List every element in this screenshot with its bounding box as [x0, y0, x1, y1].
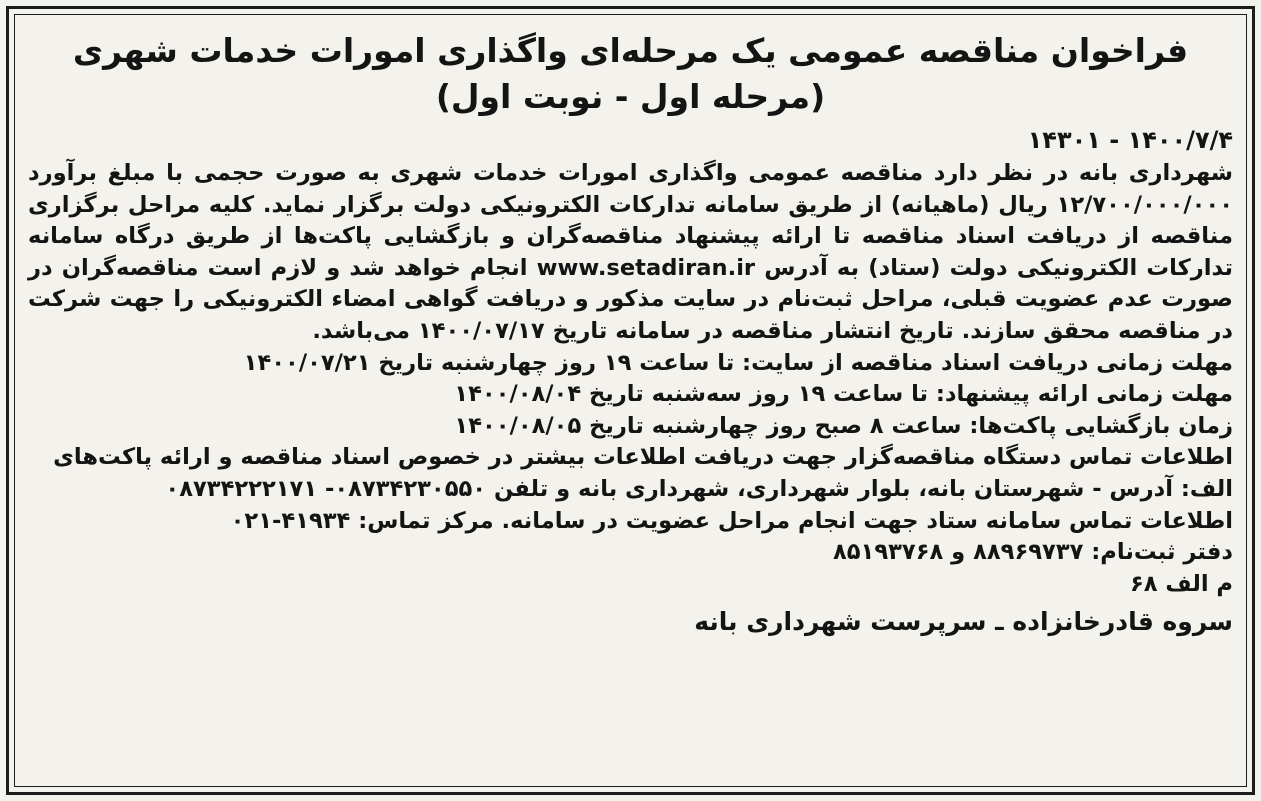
- setad-contact: اطلاعات تماس سامانه ستاد جهت انجام مراحل عضویت در سامانه. مرکز تماس: ۴۱۹۳۴-۰۲۱: [230, 507, 1233, 534]
- opening-time: زمان بازگشایی پاکت‌ها: ساعت ۸ صبح روز چهارشنبه تاریخ ۱۴۰۰/۰۸/۰۵: [454, 412, 1233, 439]
- notice-paragraph: شهرداری بانه در نظر دارد مناقصه عمومی واگذاری امورات خدمات شهری به صورت حجمی با مبلغ برآورد ۱۲/۷۰۰/۰۰۰/۰۰۰ ریال (ماهیانه) از طریق سامانه تدارکات الکترونیکی دولت برگزار نماید. کلیه مراحل برگزاری مناقصه از دریافت اسناد مناقصه تا ارائه پیشنهاد مناقصه‌گران و بازگشایی پاکت‌ها از طریق درگاه سامانه تدارکات الکترونیکی دولت (ستاد) به آدرس www.setadiran.ir انجام خواهد شد و لازم است مناقصه‌گران در صورت عدم عضویت قبلی، مراحل ثبت‌نام در سایت مذکور و دریافت گواهی امضاء الکترونیکی را جهت شرکت در مناقصه محقق سازند. تاریخ انتشار مناقصه در سامانه تاریخ ۱۴۰۰/۰۷/۱۷ می‌باشد.: [28, 160, 1233, 344]
- registration-office: دفتر ثبت‌نام: ۸۸۹۶۹۷۳۷ و ۸۵۱۹۳۷۶۸: [832, 539, 1233, 566]
- deadline-documents: مهلت زمانی دریافت اسناد مناقصه از سایت: تا ساعت ۱۹ روز چهارشنبه تاریخ ۱۴۰۰/۰۷/۲۱: [243, 349, 1233, 376]
- deadline-proposal: مهلت زمانی ارائه پیشنهاد: تا ساعت ۱۹ روز سه‌شنبه تاریخ ۱۴۰۰/۰۸/۰۴: [454, 381, 1233, 408]
- notice-title: فراخوان مناقصه عمومی یک مرحله‌ای واگذاری امورات خدمات شهری: [72, 31, 1189, 70]
- notice-reference: ۱۴۰۰/۷/۴ - ۱۴۳۰۱: [1027, 126, 1233, 154]
- notice-subtitle: (مرحله اول - نوبت اول): [435, 77, 826, 116]
- signature: سروه قادرخانزاده ـ سرپرست شهرداری بانه: [694, 607, 1233, 637]
- address-line: الف: آدرس - شهرستان بانه، بلوار شهرداری، شهرداری بانه و تلفن ۰۸۷۳۴۲۳۰۵۵۰- ۰۸۷۳۴۲۲۲۱۷۱: [165, 475, 1233, 502]
- notice-code: م الف ۶۸: [1129, 570, 1233, 597]
- notice-content: [28, 28, 1233, 640]
- contact-intro: اطلاعات تماس دستگاه مناقصه‌گزار جهت دریافت اطلاعات بیشتر در خصوص اسناد مناقصه و ارائه پاکت‌های: [53, 444, 1233, 471]
